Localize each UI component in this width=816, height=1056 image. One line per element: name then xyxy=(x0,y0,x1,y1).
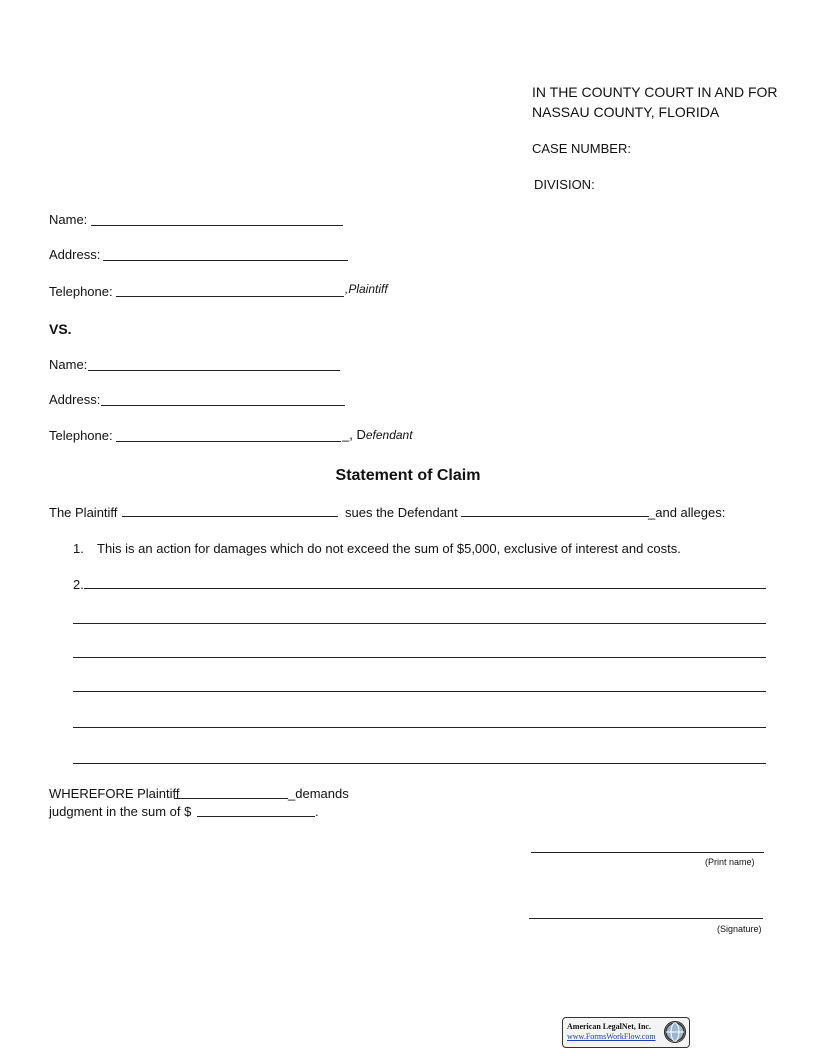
globe-icon xyxy=(664,1020,686,1044)
versus-label: VS. xyxy=(49,321,72,337)
claim-sues-label: sues the Defendant xyxy=(345,505,458,520)
company-logo xyxy=(562,1017,690,1048)
signature-caption: (Signature) xyxy=(717,924,762,934)
plaintiff-role-label: ,Plaintiff xyxy=(345,282,388,296)
plaintiff-address-field[interactable] xyxy=(103,260,348,261)
case-number-label: CASE NUMBER: xyxy=(532,141,631,156)
defendant-name-field[interactable] xyxy=(88,370,340,371)
judgment-amount-field[interactable] xyxy=(197,816,315,817)
demands-label: _demands xyxy=(288,786,349,801)
judgment-label: judgment in the sum of $ xyxy=(49,804,192,819)
item2-continuation-line[interactable] xyxy=(73,727,766,728)
item2-continuation-line[interactable] xyxy=(73,763,766,764)
logo-url: www.FormsWorkFlow.com xyxy=(567,1032,656,1041)
plaintiff-telephone-label: Telephone: xyxy=(49,284,113,299)
wherefore-plaintiff-field[interactable] xyxy=(174,798,288,799)
defendant-address-label: Address: xyxy=(49,392,101,407)
item2-continuation-line[interactable] xyxy=(73,657,766,658)
claim-plaintiff-label: The Plaintiff xyxy=(49,505,118,520)
item2-continuation-line[interactable] xyxy=(73,623,766,624)
wherefore-label: WHEREFORE Plaintiff xyxy=(49,786,180,801)
item2-continuation-line[interactable] xyxy=(73,691,766,692)
claim-alleges-label: _and alleges: xyxy=(648,505,726,520)
plaintiff-telephone-field[interactable] xyxy=(116,296,344,297)
defendant-role-suffix: efendant xyxy=(365,428,413,442)
defendant-role-prefix: _, D xyxy=(342,427,366,442)
defendant-name-label: Name: xyxy=(49,357,88,372)
defendant-role-label xyxy=(342,427,413,442)
judgment-period: . xyxy=(315,804,319,819)
document-title: Statement of Claim xyxy=(335,467,481,484)
signature-line[interactable] xyxy=(529,918,763,919)
logo-company-name: American LegalNet, Inc. xyxy=(567,1022,651,1031)
print-name-line[interactable] xyxy=(531,852,764,853)
item1-text: This is an action for damages which do not exceed the sum of $5,000, exclusive of interest and costs. xyxy=(97,541,681,556)
court-heading-line1: IN THE COUNTY COURT IN AND FOR xyxy=(532,84,778,100)
plaintiff-address-label: Address: xyxy=(49,247,101,262)
defendant-telephone-label: Telephone: xyxy=(49,428,113,443)
defendant-address-field[interactable] xyxy=(101,405,345,406)
plaintiff-name-field[interactable] xyxy=(91,225,343,226)
court-heading-line2: NASSAU COUNTY, FLORIDA xyxy=(532,104,720,120)
item2-number: 2. xyxy=(73,577,84,592)
claim-plaintiff-field[interactable] xyxy=(122,516,338,517)
claim-defendant-field[interactable] xyxy=(461,516,649,517)
print-name-caption: (Print name) xyxy=(705,857,755,867)
division-label: DIVISION: xyxy=(534,177,595,192)
plaintiff-name-label: Name: xyxy=(49,212,88,227)
item2-line[interactable] xyxy=(84,588,766,589)
item1-number: 1. xyxy=(73,541,84,556)
defendant-telephone-field[interactable] xyxy=(116,441,341,442)
